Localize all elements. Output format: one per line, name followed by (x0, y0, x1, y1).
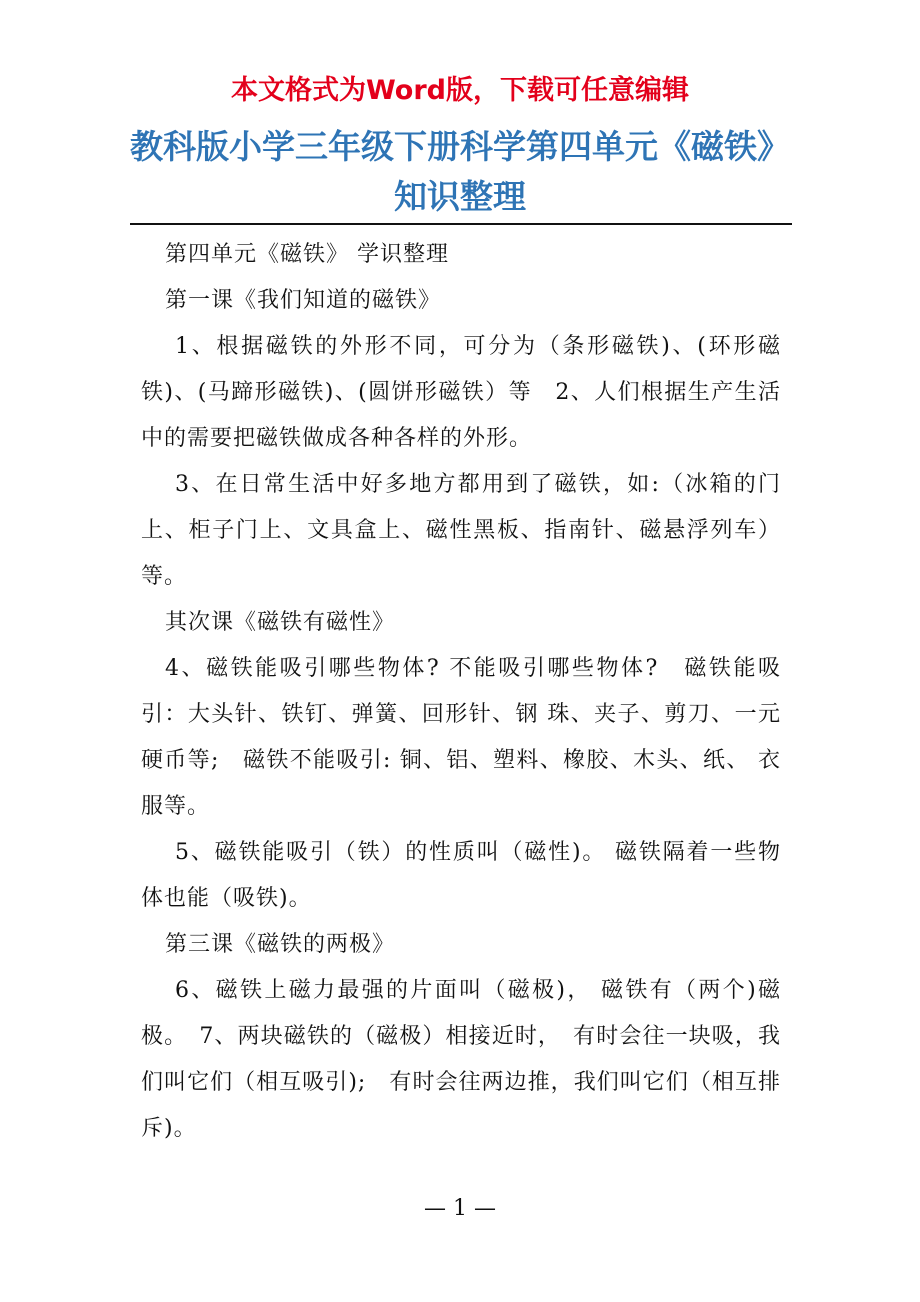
lesson-2-heading: 其次课《磁铁有磁性》 (165, 610, 396, 635)
paragraph-6: 6、磁铁上磁力最强的片面叫（磁极)， 磁铁有（两个)磁极。 7、两块磁铁的（磁极）相接近时， 有时会往一块吸，我们叫它们（相互吸引); 有时会往两边推，我们叫它们（相互排斥)。 (141, 978, 781, 1141)
page-number: — 1 — (424, 1196, 496, 1221)
paragraph-1: 1、根据磁铁的外形不同，可分为（条形磁铁)、(环形磁铁)、(马蹄形磁铁)、(圆饼形磁铁）等 2、人们根据生产生活中的需要把磁铁做成各种各样的外形。 (141, 334, 781, 451)
paragraph-3: 3、在日常生活中好多地方都用到了磁铁，如:（冰箱的门上、柜子门上、文具盒上、磁性黑板、指南针、磁悬浮列车）等。 (141, 472, 781, 589)
document-title: 教科版小学三年级下册科学第四单元《磁铁》知识整理 (130, 127, 790, 216)
unit-heading: 第四单元《磁铁》 学识整理 (165, 242, 449, 267)
paragraph-4: 4、磁铁能吸引哪些物体? 不能吸引哪些物体? 磁铁能吸引：大头针、铁钉、弹簧、回形针、钢 珠、夹子、剪刀、一元硬币等; 磁铁不能吸引: 铜、铝、塑料、橡胶、木头、纸、 衣服等。 (141, 656, 781, 819)
lesson-1-heading: 第一课《我们知道的磁铁》 (165, 288, 442, 313)
title-divider (130, 223, 792, 225)
document-body (141, 232, 781, 1152)
format-notice: 本文格式为Word版，下载可任意编辑 (230, 75, 689, 106)
paragraph-5: 5、磁铁能吸引（铁）的性质叫（磁性)。 磁铁隔着一些物体也能（吸铁)。 (141, 840, 781, 911)
lesson-3-heading: 第三课《磁铁的两极》 (165, 932, 396, 957)
